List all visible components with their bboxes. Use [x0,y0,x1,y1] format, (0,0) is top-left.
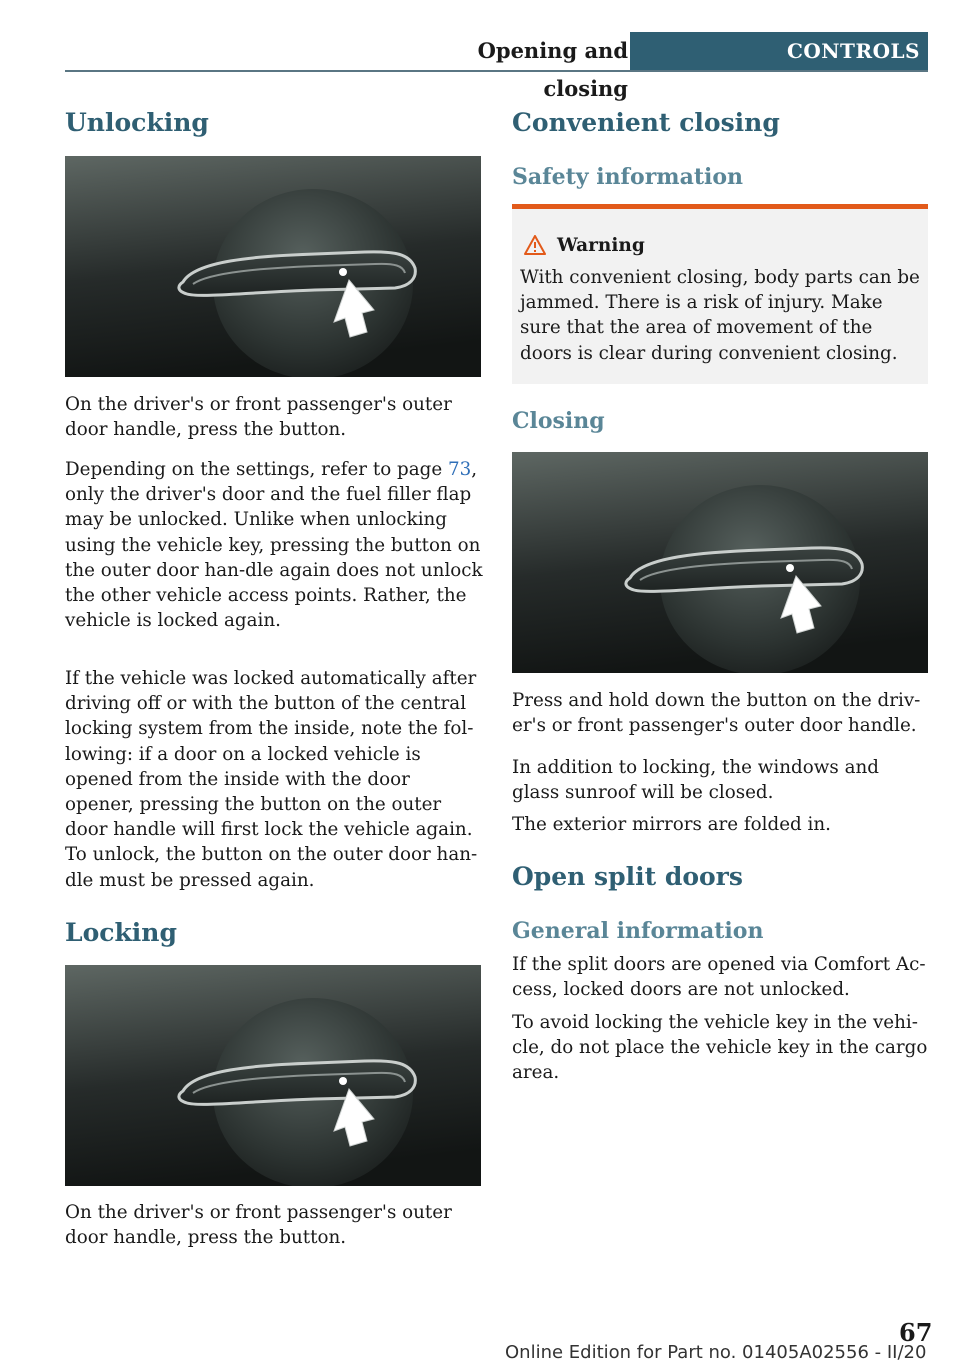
heading-closing: Closing [512,408,605,434]
closing-paragraph-3: The exterior mirrors are folded in. [512,814,831,835]
unlocking-paragraph-1: On the driver's or front passenger's outer door handle, press the button. [65,394,452,441]
heading-convenient-closing: Convenient closing [512,108,780,137]
header-rule [65,70,928,72]
page-number: 67 [899,1318,933,1347]
heading-locking: Locking [65,918,177,947]
closing-paragraph-1: Press and hold down the button on the driv‐er's or front passenger's outer door handle. [512,690,921,737]
closing-paragraph-2: In addition to locking, the windows and glass sunroof will be closed. [512,757,879,804]
running-header-section: Opening and closing [477,38,628,101]
door-handle-photo-locking [65,965,481,1186]
unlocking-paragraph-2-text-b: , only the driver's door and the fuel filler flap may be unlocked. Unlike when unlocking using the vehicle key, pressing the button on the outer door han‐dle again does not unlock the other vehicle access points. Rather, the vehicle is locked again. [65,459,483,632]
split-doors-paragraph-2: To avoid locking the vehicle key in the vehi‐cle, do not place the vehicle key in the cargo area. [512,1012,928,1084]
warning-title: Warning [557,235,645,256]
heading-general-information: General information [512,918,764,944]
split-doors-paragraph-1: If the split doors are opened via Comfort Ac‐cess, locked doors are not unlocked. [512,954,926,1001]
warning-box [512,204,928,384]
locking-paragraph-1: On the driver's or front passenger's outer door handle, press the button. [65,1202,452,1249]
heading-open-split-doors: Open split doors [512,862,743,891]
page-reference-link[interactable]: 73 [447,459,472,480]
heading-safety-information: Safety information [512,164,744,190]
warning-triangle-icon [524,235,546,255]
running-header-chapter: CONTROLS [630,32,928,70]
door-handle-photo-closing [512,452,928,673]
warning-text: With convenient closing, body parts can be jammed. There is a risk of injury. Make sure that the area of movement of the doors is clear during convenient closing. [520,267,920,364]
door-handle-photo-unlocking [65,156,481,377]
heading-unlocking: Unlocking [65,108,209,137]
footer-edition: Online Edition for Part no. 01405A02556 - II/20 [505,1342,927,1363]
unlocking-paragraph-3: If the vehicle was locked automatically after driving off or with the button of the central locking system from the inside, note the fol‐lowing: if a door on a locked vehicle is opened from the inside with the door opener, pressing the button on the outer door handle will first lock the vehicle again. To unlock, the button on the outer door han‐dle must be pressed again. [65,668,478,891]
unlocking-paragraph-2 [65,457,483,633]
unlocking-paragraph-2-text-a: Depending on the settings, refer to page [65,459,448,480]
